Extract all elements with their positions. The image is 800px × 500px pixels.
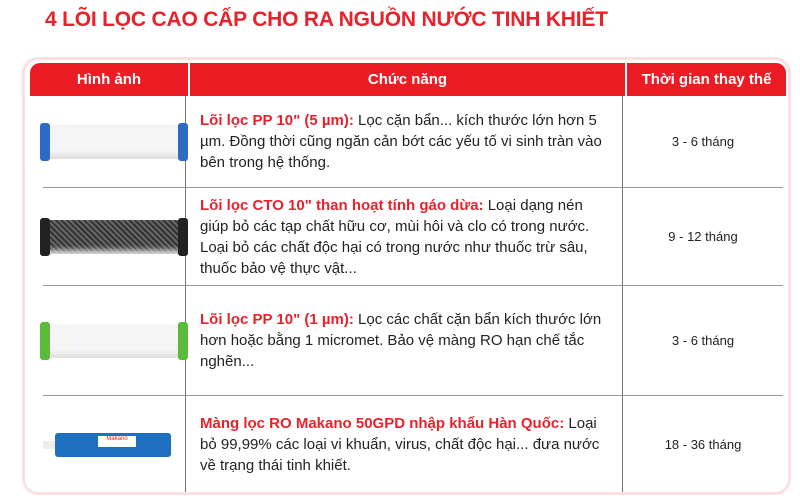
replacement-time: 9 - 12 tháng <box>668 229 738 244</box>
filter-description: Loại bỏ 99,99% các loại vi khuẩn, virus, chất độc hại... đưa nước về trạng thái tinh khiết. <box>200 414 600 474</box>
replacement-time: 18 - 36 tháng <box>664 436 742 452</box>
filter-description: Loại dạng nén giúp bỏ các tạp chất hữu cơ, mùi hôi và clo có trong nước. Loại bỏ các chất độc hại có trong nước như thuốc trừ sâu, thuốc bảo vệ thực vật... <box>200 196 590 277</box>
replacement-time: 3 - 6 tháng <box>671 333 735 348</box>
filter-table <box>22 57 791 495</box>
header-replacement-time: Thời gian thay thế <box>641 71 772 88</box>
filter-name: Lõi lọc PP 10" (1 µm): <box>200 311 354 328</box>
table-row <box>43 188 783 286</box>
table-row <box>43 396 783 492</box>
ro-membrane-image <box>43 427 185 461</box>
carbon-cto-cartridge-image <box>43 220 185 254</box>
header-function: Chức năng <box>190 63 627 96</box>
table-row <box>43 96 783 188</box>
filter-description: Lọc cặn bẩn... kích thước lớn hơn 5 µm. Đồng thời cũng ngăn cản bớt các yếu tố vi sinh tràn vào bên trong hệ thống. <box>200 112 602 171</box>
makano-logo: Makano <box>98 436 136 447</box>
table-row <box>43 286 783 396</box>
replacement-time: 3 - 6 tháng <box>671 134 735 149</box>
pp-5um-cartridge-image <box>43 125 185 159</box>
page-title: 4 LÕI LỌC CAO CẤP CHO RA NGUỒN NƯỚC TINH KHIẾT <box>45 8 608 31</box>
filter-description: Lọc các chất cặn bẩn kích thước lớn hơn hoặc bằng 1 micromet. Bảo vệ màng RO hạn chế tắc nghẽn... <box>200 311 602 370</box>
table-header <box>30 63 786 96</box>
header-image: Hình ảnh <box>30 63 190 96</box>
filter-name: Màng lọc RO Makano 50GPD nhập khẩu Hàn Quốc: <box>200 414 565 432</box>
filter-name: Lõi lọc PP 10" (5 µm): <box>200 112 354 129</box>
pp-1um-cartridge-image <box>43 324 185 358</box>
filter-name: Lõi lọc CTO 10" than hoạt tính gáo dừa: <box>200 196 484 214</box>
